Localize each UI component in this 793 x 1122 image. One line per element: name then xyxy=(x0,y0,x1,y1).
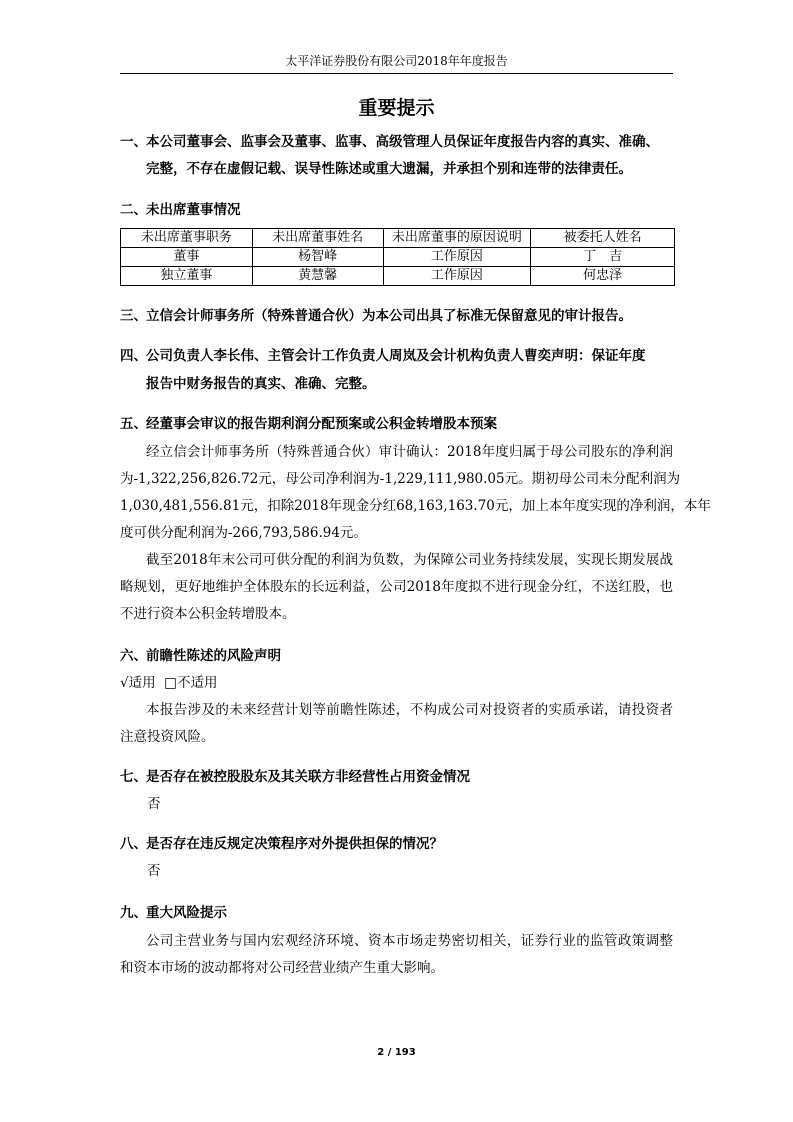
section-6-heading xyxy=(120,643,680,669)
profit-paragraph-line: 经立信会计师事务所（特殊普通合伙）审计确认：2018年度归属于母公司股东的净利润 xyxy=(146,444,673,460)
section-number: 二、 xyxy=(120,202,147,218)
section-text: 立信会计师事务所（特殊普通合伙）为本公司出具了标准无保留意见的审计报告。 xyxy=(146,308,632,324)
section-number: 三、 xyxy=(120,308,147,324)
section-text: 公司负责人李长伟、主管会计工作负责人周岚及会计机构负责人曹奕声明：保证年度 xyxy=(146,348,646,364)
section-text: 本公司董事会、监事会及董事、监事、高级管理人员保证年度报告内容的真实、准确、 xyxy=(146,134,659,150)
dividend-paragraph-line: 略规划，更好地维护全体股东的长远利益，公司2018年度拟不进行现金分红，不送红股，也 xyxy=(120,579,673,595)
header-rule xyxy=(120,73,673,74)
section-3-heading xyxy=(120,303,680,329)
section-number: 一、 xyxy=(120,134,147,150)
section-number: 五、 xyxy=(120,416,147,432)
table-header-cell: 未出席董事的原因说明 xyxy=(383,229,531,248)
applicability-options: √适用 □不适用 xyxy=(120,675,218,691)
section-1-heading xyxy=(120,129,680,155)
section-text: 前瞻性陈述的风险声明 xyxy=(146,648,281,664)
table-cell: 独立董事 xyxy=(121,267,253,286)
risk-paragraph-line: 本报告涉及的未来经营计划等前瞻性陈述，不构成公司对投资者的实质承诺，请投资者 xyxy=(146,702,673,718)
table-header-cell: 被委托人姓名 xyxy=(531,229,675,248)
table-header-cell: 未出席董事职务 xyxy=(121,229,253,248)
table-cell: 黄慧馨 xyxy=(252,267,383,286)
profit-paragraph-line: 度可供分配利润为-266,793,586.94元。 xyxy=(120,525,367,541)
dividend-paragraph-line: 不进行资本公积金转增股本。 xyxy=(120,606,296,622)
section-7-heading xyxy=(120,764,680,790)
table-row xyxy=(121,248,675,267)
section-text: 是否存在违反规定决策程序对外提供担保的情况？ xyxy=(146,836,443,852)
section-number: 七、 xyxy=(120,769,147,785)
section-number: 六、 xyxy=(120,648,147,664)
table-cell: 工作原因 xyxy=(383,248,531,267)
table-cell: 董事 xyxy=(121,248,253,267)
table-cell: 何忠泽 xyxy=(531,267,675,286)
section-number: 四、 xyxy=(120,348,147,364)
section-4-heading xyxy=(120,343,680,369)
dividend-paragraph-line: 截至2018年末公司可供分配的利润为负数，为保障公司业务持续发展，实现长期发展战 xyxy=(146,552,673,568)
section-text: 重大风险提示 xyxy=(146,905,227,921)
table-header-cell: 未出席董事姓名 xyxy=(252,229,383,248)
table-cell: 工作原因 xyxy=(383,267,531,286)
running-header: 太平洋证券股份有限公司2018年年度报告 xyxy=(285,54,508,68)
section-text: 是否存在被控股股东及其关联方非经营性占用资金情况 xyxy=(146,769,470,785)
profit-paragraph-line: 1,030,481,556.81元，扣除2018年现金分红68,163,163.70元，加上本年度实现的净利润，本年 xyxy=(120,498,711,514)
section-9-heading xyxy=(120,900,680,926)
table-cell: 杨智峰 xyxy=(252,248,383,267)
section-1-continuation: 完整，不存在虚假记载、误导性陈述或重大遗漏，并承担个别和连带的法律责任。 xyxy=(146,161,632,177)
table-cell: 丁 吉 xyxy=(531,248,675,267)
section-text: 经董事会审议的报告期利润分配预案或公积金转增股本预案 xyxy=(146,416,497,432)
section-7-answer: 否 xyxy=(147,796,161,812)
table-row xyxy=(121,267,675,286)
section-8-heading xyxy=(120,831,680,857)
absent-directors-table xyxy=(120,228,675,286)
section-number: 八、 xyxy=(120,836,147,852)
section-number: 九、 xyxy=(120,905,147,921)
section-8-answer: 否 xyxy=(147,863,161,879)
section-text: 未出席董事情况 xyxy=(146,202,241,218)
section-5-heading xyxy=(120,411,680,437)
table-header-row xyxy=(121,229,675,248)
section-2-heading xyxy=(120,197,680,223)
section-4-continuation: 报告中财务报告的真实、准确、完整。 xyxy=(146,376,376,392)
major-risk-paragraph-line: 和资本市场的波动都将对公司经营业绩产生重大影响。 xyxy=(120,960,444,976)
page-number: 2 / 193 xyxy=(377,1047,416,1058)
page-title: 重要提示 xyxy=(358,97,435,119)
profit-paragraph-line: 为-1,322,256,826.72元，母公司净利润为-1,229,111,980.05元。期初母公司未分配利润为 xyxy=(120,471,681,487)
risk-paragraph-line: 注意投资风险。 xyxy=(120,729,215,745)
major-risk-paragraph-line: 公司主营业务与国内宏观经济环境、资本市场走势密切相关，证券行业的监管政策调整 xyxy=(146,933,673,949)
